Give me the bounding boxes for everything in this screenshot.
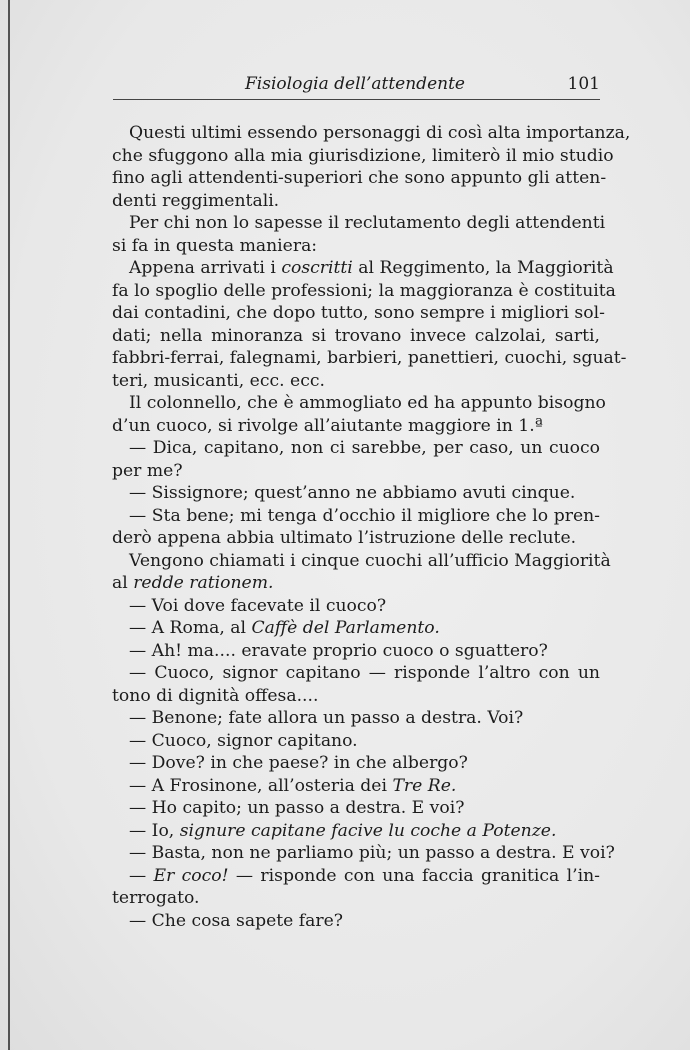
text-segment: — Ah! ma.... eravate proprio cuoco o sguattero?	[129, 640, 548, 661]
text-segment: per me?	[112, 460, 183, 481]
running-title: Fisiologia dell’attendente	[245, 74, 465, 94]
text-segment: Caffè del Parlamento.	[251, 618, 440, 638]
text-line	[112, 707, 600, 730]
text-segment: teri, musicanti, ecc. ecc.	[112, 370, 325, 391]
text-line	[112, 190, 600, 213]
body-text	[112, 122, 631, 932]
text-line	[112, 145, 614, 168]
text-segment: — Cuoco, signor capitano — risponde l’altro con un	[129, 663, 600, 683]
text-line	[112, 797, 600, 820]
text-segment: — Ho capito; un passo a destra. E voi?	[129, 798, 465, 818]
text-line	[112, 482, 600, 505]
text-line	[112, 505, 600, 528]
text-line	[112, 617, 600, 640]
text-segment: dai contadini, che dopo tutto, sono sempre i migliori sol-	[112, 303, 605, 323]
text-line	[112, 122, 631, 145]
text-segment: — Voi dove facevate il cuoco?	[129, 595, 387, 616]
text-line	[112, 527, 600, 550]
text-segment: Er coco!	[153, 865, 229, 886]
text-segment: redde rationem.	[133, 573, 274, 593]
text-line	[112, 752, 600, 775]
text-line	[112, 595, 600, 618]
text-segment: — Io,	[129, 820, 180, 841]
text-segment: Per chi non lo sapesse il reclutamento degli attendenti	[129, 213, 606, 233]
text-segment: si fa in questa maniera:	[112, 235, 318, 256]
text-line	[112, 347, 627, 370]
text-line	[112, 640, 600, 663]
text-segment: — A Roma, al	[129, 618, 252, 638]
text-segment: — Cuoco, signor capitano.	[129, 730, 358, 751]
text-segment: — A Frosinone, all’osteria dei	[129, 775, 393, 796]
page-number: 101	[567, 74, 600, 94]
text-segment: signure capitane facive lu coche a Potenze.	[179, 820, 557, 841]
text-segment: fino agli attendenti-superiori che sono appunto gli atten-	[112, 168, 607, 188]
text-segment: derò appena abbia ultimato l’istruzione delle reclute.	[112, 528, 577, 548]
text-segment: denti reggimentali.	[112, 190, 280, 211]
text-segment: Tre Re.	[392, 775, 457, 796]
text-line	[112, 280, 616, 303]
text-segment: fabbri-ferrai, falegnami, barbieri, panettieri, cuochi, sguat-	[112, 348, 627, 368]
text-segment: Il colonnello, che è ammogliato ed ha appunto bisogno	[129, 393, 606, 413]
text-line	[112, 865, 600, 888]
text-line	[112, 415, 600, 438]
text-line	[112, 212, 606, 235]
text-segment: al Reggimento, la Maggiorità	[352, 258, 614, 278]
text-segment: — Basta, non ne parliamo più; un passo a destra. E voi?	[129, 843, 615, 863]
text-segment: —	[129, 865, 154, 886]
text-line	[112, 302, 605, 325]
text-line	[112, 235, 600, 258]
binding-edge	[8, 0, 10, 1050]
text-segment: — risponde con una faccia granitica l’in-	[228, 865, 600, 886]
text-segment: Vengono chiamati i cinque cuochi all’ufficio Maggiorità	[129, 550, 611, 571]
text-line	[112, 685, 600, 708]
text-line	[112, 820, 600, 843]
text-segment: tono di dignità offesa....	[112, 685, 319, 706]
text-segment: coscritti	[281, 258, 353, 278]
header-rule	[113, 99, 600, 100]
text-segment: Questi ultimi essendo personaggi di così alta importanza,	[129, 123, 631, 143]
text-line	[112, 167, 607, 190]
text-line	[112, 775, 600, 798]
text-segment: fa lo spoglio delle professioni; la maggioranza è costituita	[112, 280, 616, 301]
text-segment: — Benone; fate allora un passo a destra. Voi?	[129, 708, 524, 728]
text-line	[112, 730, 600, 753]
text-segment: terrogato.	[112, 888, 200, 908]
text-line	[112, 662, 600, 685]
text-segment: — Dica, capitano, non ci sarebbe, per caso, un cuoco	[129, 438, 600, 458]
text-segment: — Sta bene; mi tenga d’occhio il migliore che lo pren-	[129, 505, 600, 526]
text-segment: — Sissignore; quest’anno ne abbiamo avuti cinque.	[129, 483, 576, 503]
text-line	[112, 550, 611, 573]
text-line	[112, 460, 600, 483]
text-segment: d’un cuoco, si rivolge all’aiutante maggiore in 1.ª	[112, 415, 543, 436]
text-line	[112, 370, 600, 393]
text-segment: dati; nella minoranza si trovano invece calzolai, sarti,	[112, 325, 600, 346]
text-line	[112, 437, 600, 460]
text-line	[112, 910, 600, 933]
text-segment: — Dove? in che paese? in che albergo?	[129, 753, 468, 773]
page-header	[110, 74, 600, 98]
text-segment: Appena arrivati i	[129, 258, 282, 278]
text-line	[112, 257, 614, 280]
text-line	[112, 842, 615, 865]
text-line	[112, 887, 600, 910]
text-segment: — Che cosa sapete fare?	[129, 910, 344, 931]
text-line	[112, 572, 600, 595]
text-segment: al	[112, 573, 134, 593]
text-line	[112, 392, 606, 415]
text-segment: che sfuggono alla mia giurisdizione, limiterò il mio studio	[112, 145, 614, 166]
text-line	[112, 325, 600, 348]
